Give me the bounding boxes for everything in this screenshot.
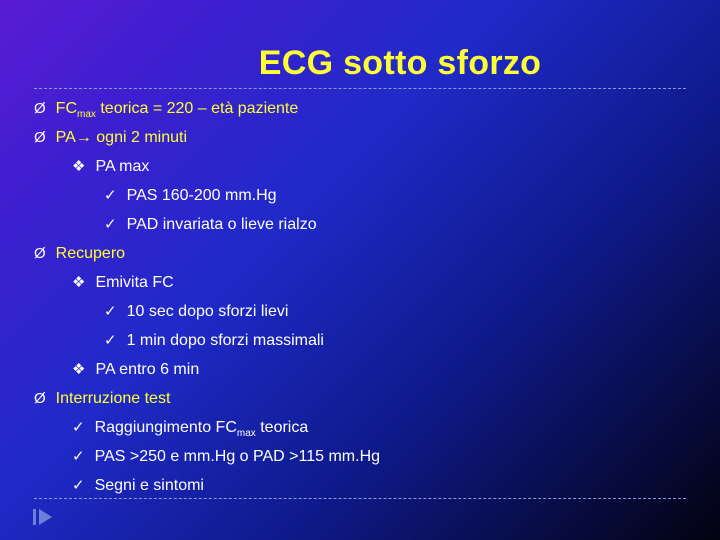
diamond-bullet-icon: ❖ — [72, 361, 86, 378]
slide-title: ECG sotto sforzo — [258, 44, 542, 82]
item-text: Interruzione test — [55, 390, 171, 407]
list-item — [34, 244, 125, 264]
arrow-bullet-icon: Ø — [34, 245, 46, 262]
check-bullet-icon: ✓ — [104, 187, 117, 204]
item-text: PAD invariata o lieve rialzo — [126, 216, 317, 233]
list-item — [104, 331, 324, 351]
item-text: PA→ ogni 2 minuti — [55, 129, 187, 146]
title-divider — [34, 88, 686, 89]
list-item — [72, 447, 380, 467]
item-text: PAS 160-200 mm.Hg — [126, 187, 277, 204]
arrow-bullet-icon: Ø — [34, 390, 46, 407]
check-bullet-icon: ✓ — [72, 477, 85, 494]
item-text: teorica — [255, 419, 309, 436]
item-subscript: max — [77, 109, 96, 120]
list-item — [104, 186, 277, 206]
item-text: 1 min dopo sforzi massimali — [126, 332, 324, 349]
diamond-bullet-icon: ❖ — [72, 274, 86, 291]
item-text: 10 sec dopo sforzi lievi — [126, 303, 289, 320]
check-bullet-icon: ✓ — [104, 303, 117, 320]
item-text: PA entro 6 min — [95, 361, 200, 378]
check-bullet-icon: ✓ — [104, 332, 117, 349]
footer-divider — [34, 498, 686, 499]
item-text: FC — [55, 100, 77, 117]
arrow-bullet-icon: Ø — [34, 100, 46, 117]
list-item — [72, 273, 174, 293]
check-bullet-icon: ✓ — [104, 216, 117, 233]
list-item — [104, 302, 288, 322]
diamond-bullet-icon: ❖ — [72, 158, 86, 175]
list-item — [34, 128, 187, 148]
list-item — [34, 389, 170, 409]
list-item — [72, 157, 149, 177]
item-text: PAS >250 e mm.Hg o PAD >115 mm.Hg — [94, 448, 381, 465]
check-bullet-icon: ✓ — [72, 419, 85, 436]
list-item — [72, 418, 308, 440]
next-slide-icon[interactable] — [32, 506, 54, 528]
item-subscript: max — [236, 428, 256, 439]
list-item — [104, 215, 317, 235]
item-text: teorica = 220 – età paziente — [95, 100, 299, 117]
list-item — [72, 360, 199, 380]
check-bullet-icon: ✓ — [72, 448, 85, 465]
item-text: Emivita FC — [95, 274, 174, 291]
list-item — [34, 99, 298, 121]
item-text: Segni e sintomi — [94, 477, 204, 494]
item-text: Raggiungimento FC — [94, 419, 237, 436]
item-text: PA max — [95, 158, 150, 175]
list-item — [72, 476, 204, 496]
arrow-bullet-icon: Ø — [34, 129, 46, 146]
item-text: Recupero — [55, 245, 126, 262]
